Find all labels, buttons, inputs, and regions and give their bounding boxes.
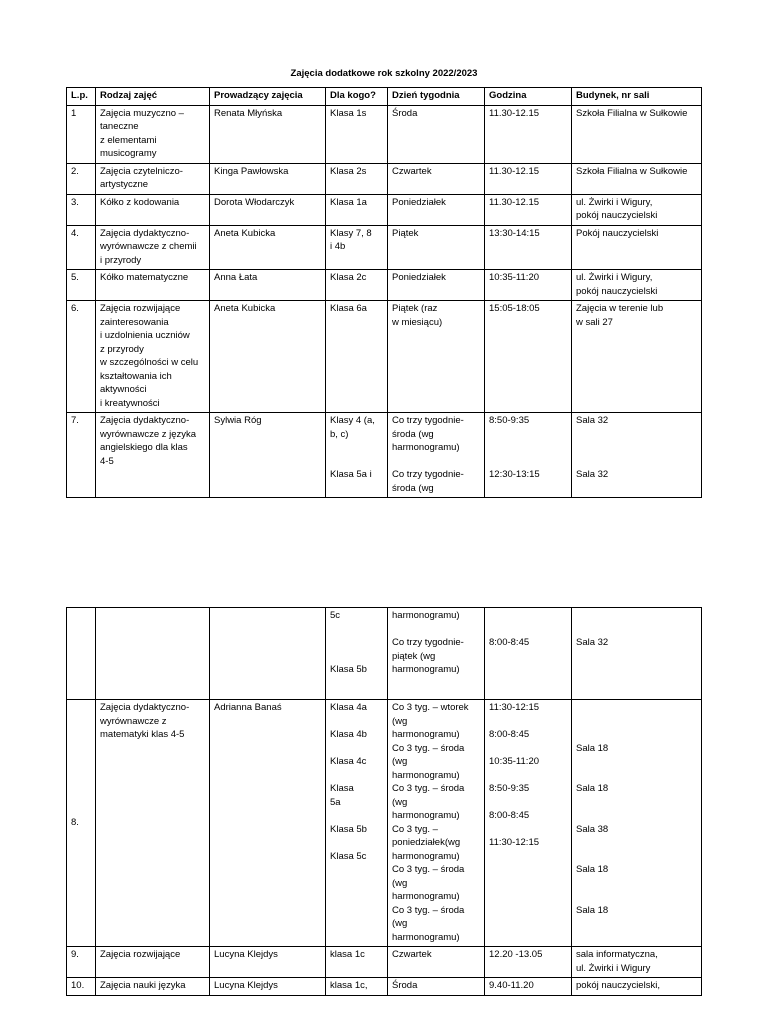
table-row [67, 225, 702, 270]
header-lp: L.p. [67, 88, 96, 106]
cell-dzien: Czwartek [388, 947, 485, 978]
cell-dla-kogo: Klasa 2c [326, 270, 388, 301]
cell-rodzaj: Zajęcia rozwijające zainteresowania i uzdolnienia uczniów z przyrody w szczególności w celu kształtowania ich aktywności i kreatywności [96, 301, 210, 413]
cell-prowadzacy [210, 608, 326, 700]
cell-budynek: Sala 32 Sala 32 [572, 413, 702, 498]
table-row [67, 413, 702, 498]
cell-rodzaj: Zajęcia dydaktyczno- wyrównawcze z języka angielskiego dla klas 4-5 [96, 413, 210, 498]
cell-budynek: sala informatyczna, ul. Żwirki i Wigury [572, 947, 702, 978]
cell-budynek: ul. Żwirki i Wigury, pokój nauczycielski [572, 194, 702, 225]
document-title: Zajęcia dodatkowe rok szkolny 2022/2023 [290, 68, 478, 79]
cell-rodzaj: Zajęcia dydaktyczno- wyrównawcze z chemii i przyrody [96, 225, 210, 270]
header-rodzaj: Rodzaj zajęć [96, 88, 210, 106]
table-row [67, 194, 702, 225]
table-row [67, 163, 702, 194]
cell-prowadzacy: Sylwia Róg [210, 413, 326, 498]
header-dla-kogo: Dla kogo? [326, 88, 388, 106]
table-row [67, 700, 702, 947]
cell-prowadzacy: Adrianna Banaś [210, 700, 326, 947]
cell-godzina: 12.20 -13.05 [485, 947, 572, 978]
cell-dzien: Co 3 tyg. – wtorek (wg harmonogramu) Co 3 tyg. – środa (wg harmonogramu) Co 3 tyg. – środa (wg harmonogramu) Co 3 tyg. – poniedziałek(wg harmonogramu) Co 3 tyg. – środa (wg harmonogramu) Co 3 tyg. – środa (wg harmonogramu) [388, 700, 485, 947]
cell-prowadzacy: Anna Łata [210, 270, 326, 301]
table-row [67, 978, 702, 996]
cell-prowadzacy: Renata Młyńska [210, 105, 326, 163]
cell-rodzaj: Zajęcia nauki języka [96, 978, 210, 996]
cell-budynek: Sala 32 [572, 608, 702, 700]
cell-rodzaj: Kółko z kodowania [96, 194, 210, 225]
table-row [67, 270, 702, 301]
cell-godzina: 11.30-12.15 [485, 163, 572, 194]
cell-lp: 4. [67, 225, 96, 270]
cell-dzien: Co trzy tygodnie- środa (wg harmonogramu) Co trzy tygodnie- środa (wg [388, 413, 485, 498]
cell-prowadzacy: Dorota Włodarczyk [210, 194, 326, 225]
cell-dzien: Piątek [388, 225, 485, 270]
cell-budynek: Szkoła Filialna w Sułkowie [572, 105, 702, 163]
cell-budynek: Zajęcia w terenie lub w sali 27 [572, 301, 702, 413]
cell-dzien: harmonogramu) Co trzy tygodnie- piątek (wg harmonogramu) [388, 608, 485, 700]
cell-rodzaj: Kółko matematyczne [96, 270, 210, 301]
cell-lp: 10. [67, 978, 96, 996]
cell-dla-kogo: Klasa 1s [326, 105, 388, 163]
cell-dzien: Poniedziałek [388, 194, 485, 225]
cell-rodzaj [96, 608, 210, 700]
cell-rodzaj: Zajęcia dydaktyczno- wyrównawcze z matematyki klas 4-5 [96, 700, 210, 947]
cell-godzina: 15:05-18:05 [485, 301, 572, 413]
cell-lp: 9. [67, 947, 96, 978]
table-row [67, 947, 702, 978]
cell-godzina: 11:30-12:15 8:00-8:45 10:35-11:20 8:50-9:35 8:00-8:45 11:30-12:15 [485, 700, 572, 947]
cell-budynek: Szkoła Filialna w Sułkowie [572, 163, 702, 194]
cell-prowadzacy: Lucyna Klejdys [210, 947, 326, 978]
cell-lp: 1 [67, 105, 96, 163]
cell-dzien: Środa [388, 978, 485, 996]
cell-lp: 2. [67, 163, 96, 194]
cell-rodzaj: Zajęcia muzyczno – taneczne z elementami musicogramy [96, 105, 210, 163]
cell-budynek: ul. Żwirki i Wigury, pokój nauczycielski [572, 270, 702, 301]
cell-prowadzacy: Kinga Pawłowska [210, 163, 326, 194]
cell-dzien: Czwartek [388, 163, 485, 194]
header-budynek: Budynek, nr sali [572, 88, 702, 106]
table-header-row [67, 88, 702, 106]
header-dzien: Dzień tygodnia [388, 88, 485, 106]
cell-budynek: pokój nauczycielski, [572, 978, 702, 996]
schedule-table-part1 [66, 87, 702, 498]
cell-dla-kogo: Klasy 7, 8 i 4b [326, 225, 388, 270]
cell-godzina: 11.30-12.15 [485, 105, 572, 163]
cell-godzina: 9.40-11.20 [485, 978, 572, 996]
cell-dzien: Piątek (raz w miesiącu) [388, 301, 485, 413]
cell-godzina: 11.30-12.15 [485, 194, 572, 225]
cell-dla-kogo: Klasa 6a [326, 301, 388, 413]
cell-rodzaj: Zajęcia czytelniczo- artystyczne [96, 163, 210, 194]
cell-budynek: Sala 18 Sala 18 Sala 38 Sala 18 Sala 18 [572, 700, 702, 947]
cell-dla-kogo: Klasa 4a Klasa 4b Klasa 4c Klasa 5a Klasa 5b Klasa 5c [326, 700, 388, 947]
cell-dla-kogo: Klasy 4 (a, b, c) Klasa 5a i [326, 413, 388, 498]
cell-prowadzacy: Aneta Kubicka [210, 225, 326, 270]
cell-dla-kogo: klasa 1c, [326, 978, 388, 996]
cell-dla-kogo: Klasa 2s [326, 163, 388, 194]
schedule-table-part2 [66, 607, 702, 996]
cell-dla-kogo: 5c Klasa 5b [326, 608, 388, 700]
cell-rodzaj: Zajęcia rozwijające [96, 947, 210, 978]
table-row [67, 301, 702, 413]
header-godzina: Godzina [485, 88, 572, 106]
cell-lp: 7. [67, 413, 96, 498]
cell-prowadzacy: Aneta Kubicka [210, 301, 326, 413]
cell-godzina: 10:35-11:20 [485, 270, 572, 301]
header-prowadzacy: Prowadzący zajęcia [210, 88, 326, 106]
cell-godzina: 13:30-14:15 [485, 225, 572, 270]
cell-godzina: 8:00-8:45 [485, 608, 572, 700]
cell-prowadzacy: Lucyna Klejdys [210, 978, 326, 996]
cell-dla-kogo: Klasa 1a [326, 194, 388, 225]
cell-budynek: Pokój nauczycielski [572, 225, 702, 270]
cell-dzien: Poniedziałek [388, 270, 485, 301]
cell-lp: 5. [67, 270, 96, 301]
cell-dzien: Środa [388, 105, 485, 163]
cell-dla-kogo: klasa 1c [326, 947, 388, 978]
cell-lp: 6. [67, 301, 96, 413]
table-row [67, 105, 702, 163]
cell-godzina: 8:50-9:35 12:30-13:15 [485, 413, 572, 498]
cell-lp: 8. [67, 700, 96, 947]
table-row [67, 608, 702, 700]
cell-lp: 3. [67, 194, 96, 225]
cell-lp [67, 608, 96, 700]
